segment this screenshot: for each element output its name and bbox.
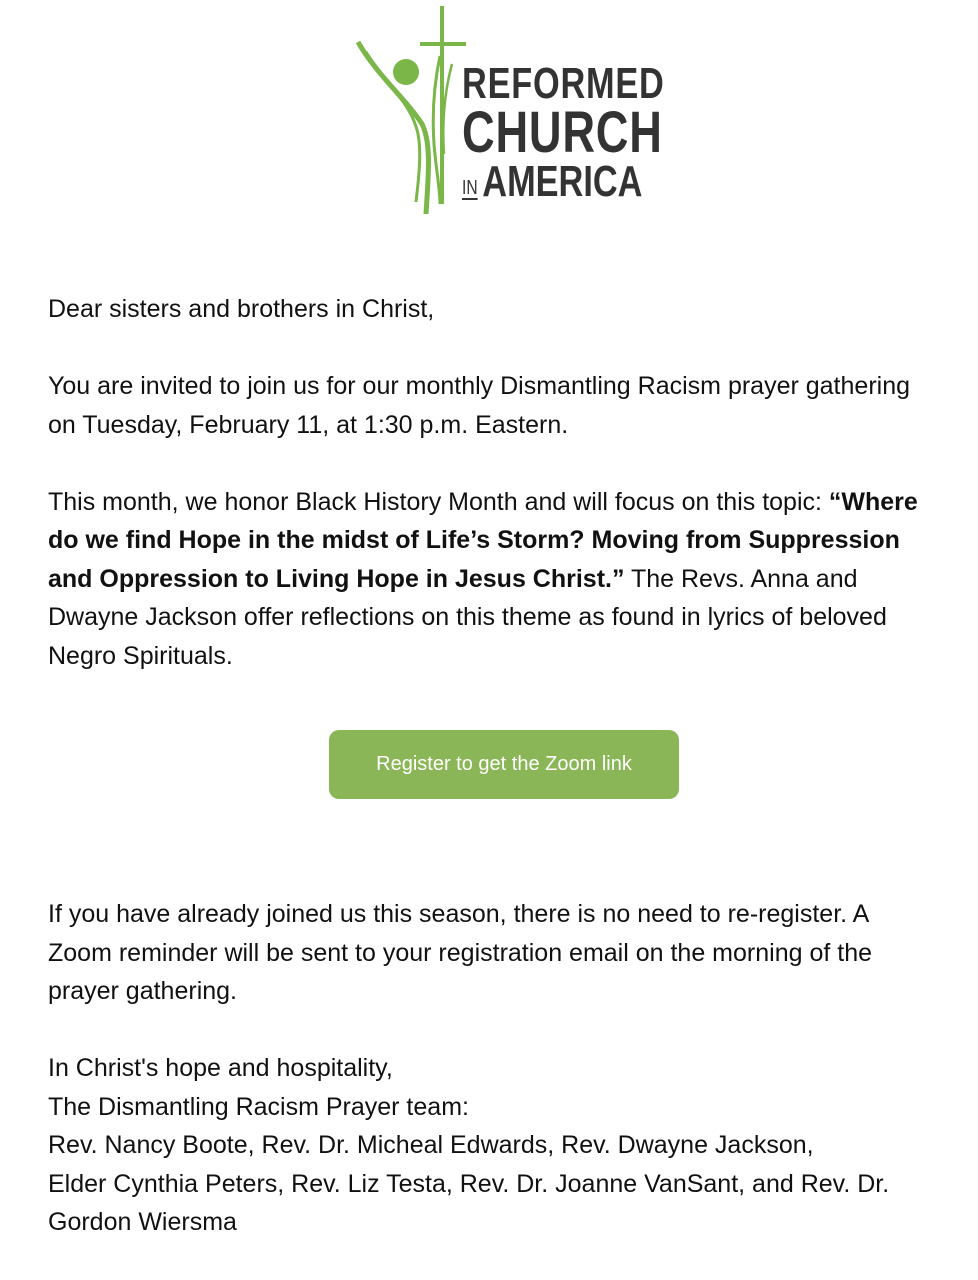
invitation-paragraph — [48, 367, 948, 444]
signature-block — [48, 1049, 948, 1242]
greeting: Dear sisters and brothers in Christ, — [48, 295, 435, 323]
team-members: Gordon Wiersma — [48, 1208, 237, 1236]
topic-intro: This month, we honor Black History Month and will focus on this topic: — [48, 487, 829, 516]
register-zoom-button[interactable]: Register to get the Zoom link — [329, 730, 679, 799]
topic-title: do we find Hope in the midst of Life’s Storm? Moving from Suppression — [48, 526, 900, 554]
logo-line-in-america — [462, 157, 665, 206]
letter-footer — [48, 895, 948, 1242]
topic-text: Negro Spirituals. — [48, 641, 233, 670]
registration-note-line: If you have already joined us this season, there is no need to re-register. A — [48, 900, 870, 928]
registration-note-line: Zoom reminder will be sent to your registration email on the morning of the — [48, 938, 872, 967]
topic-text: The Revs. Anna and — [624, 564, 858, 593]
logo-line-reformed: REFORMED — [462, 59, 665, 108]
topic-text: Dwayne Jackson offer reflections on this theme as found in lyrics of beloved — [48, 603, 887, 631]
logo-in-word: IN — [462, 177, 478, 199]
topic-title: and Oppression to Living Hope in Jesus Christ.” — [48, 564, 625, 593]
rca-logo — [356, 4, 665, 214]
team-name: The Dismantling Racism Prayer team: — [48, 1092, 469, 1121]
registration-note-line: prayer gathering. — [48, 977, 238, 1005]
register-button-wrapper — [329, 730, 679, 799]
invitation-line: You are invited to join us for our monthly Dismantling Racism prayer gathering — [48, 372, 910, 400]
letter-body — [48, 290, 948, 675]
logo-america-word: AMERICA — [482, 157, 643, 206]
rca-wordmark — [462, 59, 665, 206]
team-members: Rev. Nancy Boote, Rev. Dr. Micheal Edwards, Rev. Dwayne Jackson, — [48, 1131, 814, 1159]
invitation-line: on Tuesday, February 11, at 1:30 p.m. Eastern. — [48, 410, 569, 439]
rca-cross-figure-icon — [356, 4, 468, 214]
closing-line: In Christ's hope and hospitality, — [48, 1054, 393, 1082]
logo-line-church: CHURCH — [462, 100, 663, 165]
registration-note — [48, 895, 948, 1011]
topic-paragraph — [48, 483, 948, 676]
team-members: Elder Cynthia Peters, Rev. Liz Testa, Rev. Dr. Joanne VanSant, and Rev. Dr. — [48, 1169, 890, 1198]
topic-title: “Where — [828, 487, 918, 516]
